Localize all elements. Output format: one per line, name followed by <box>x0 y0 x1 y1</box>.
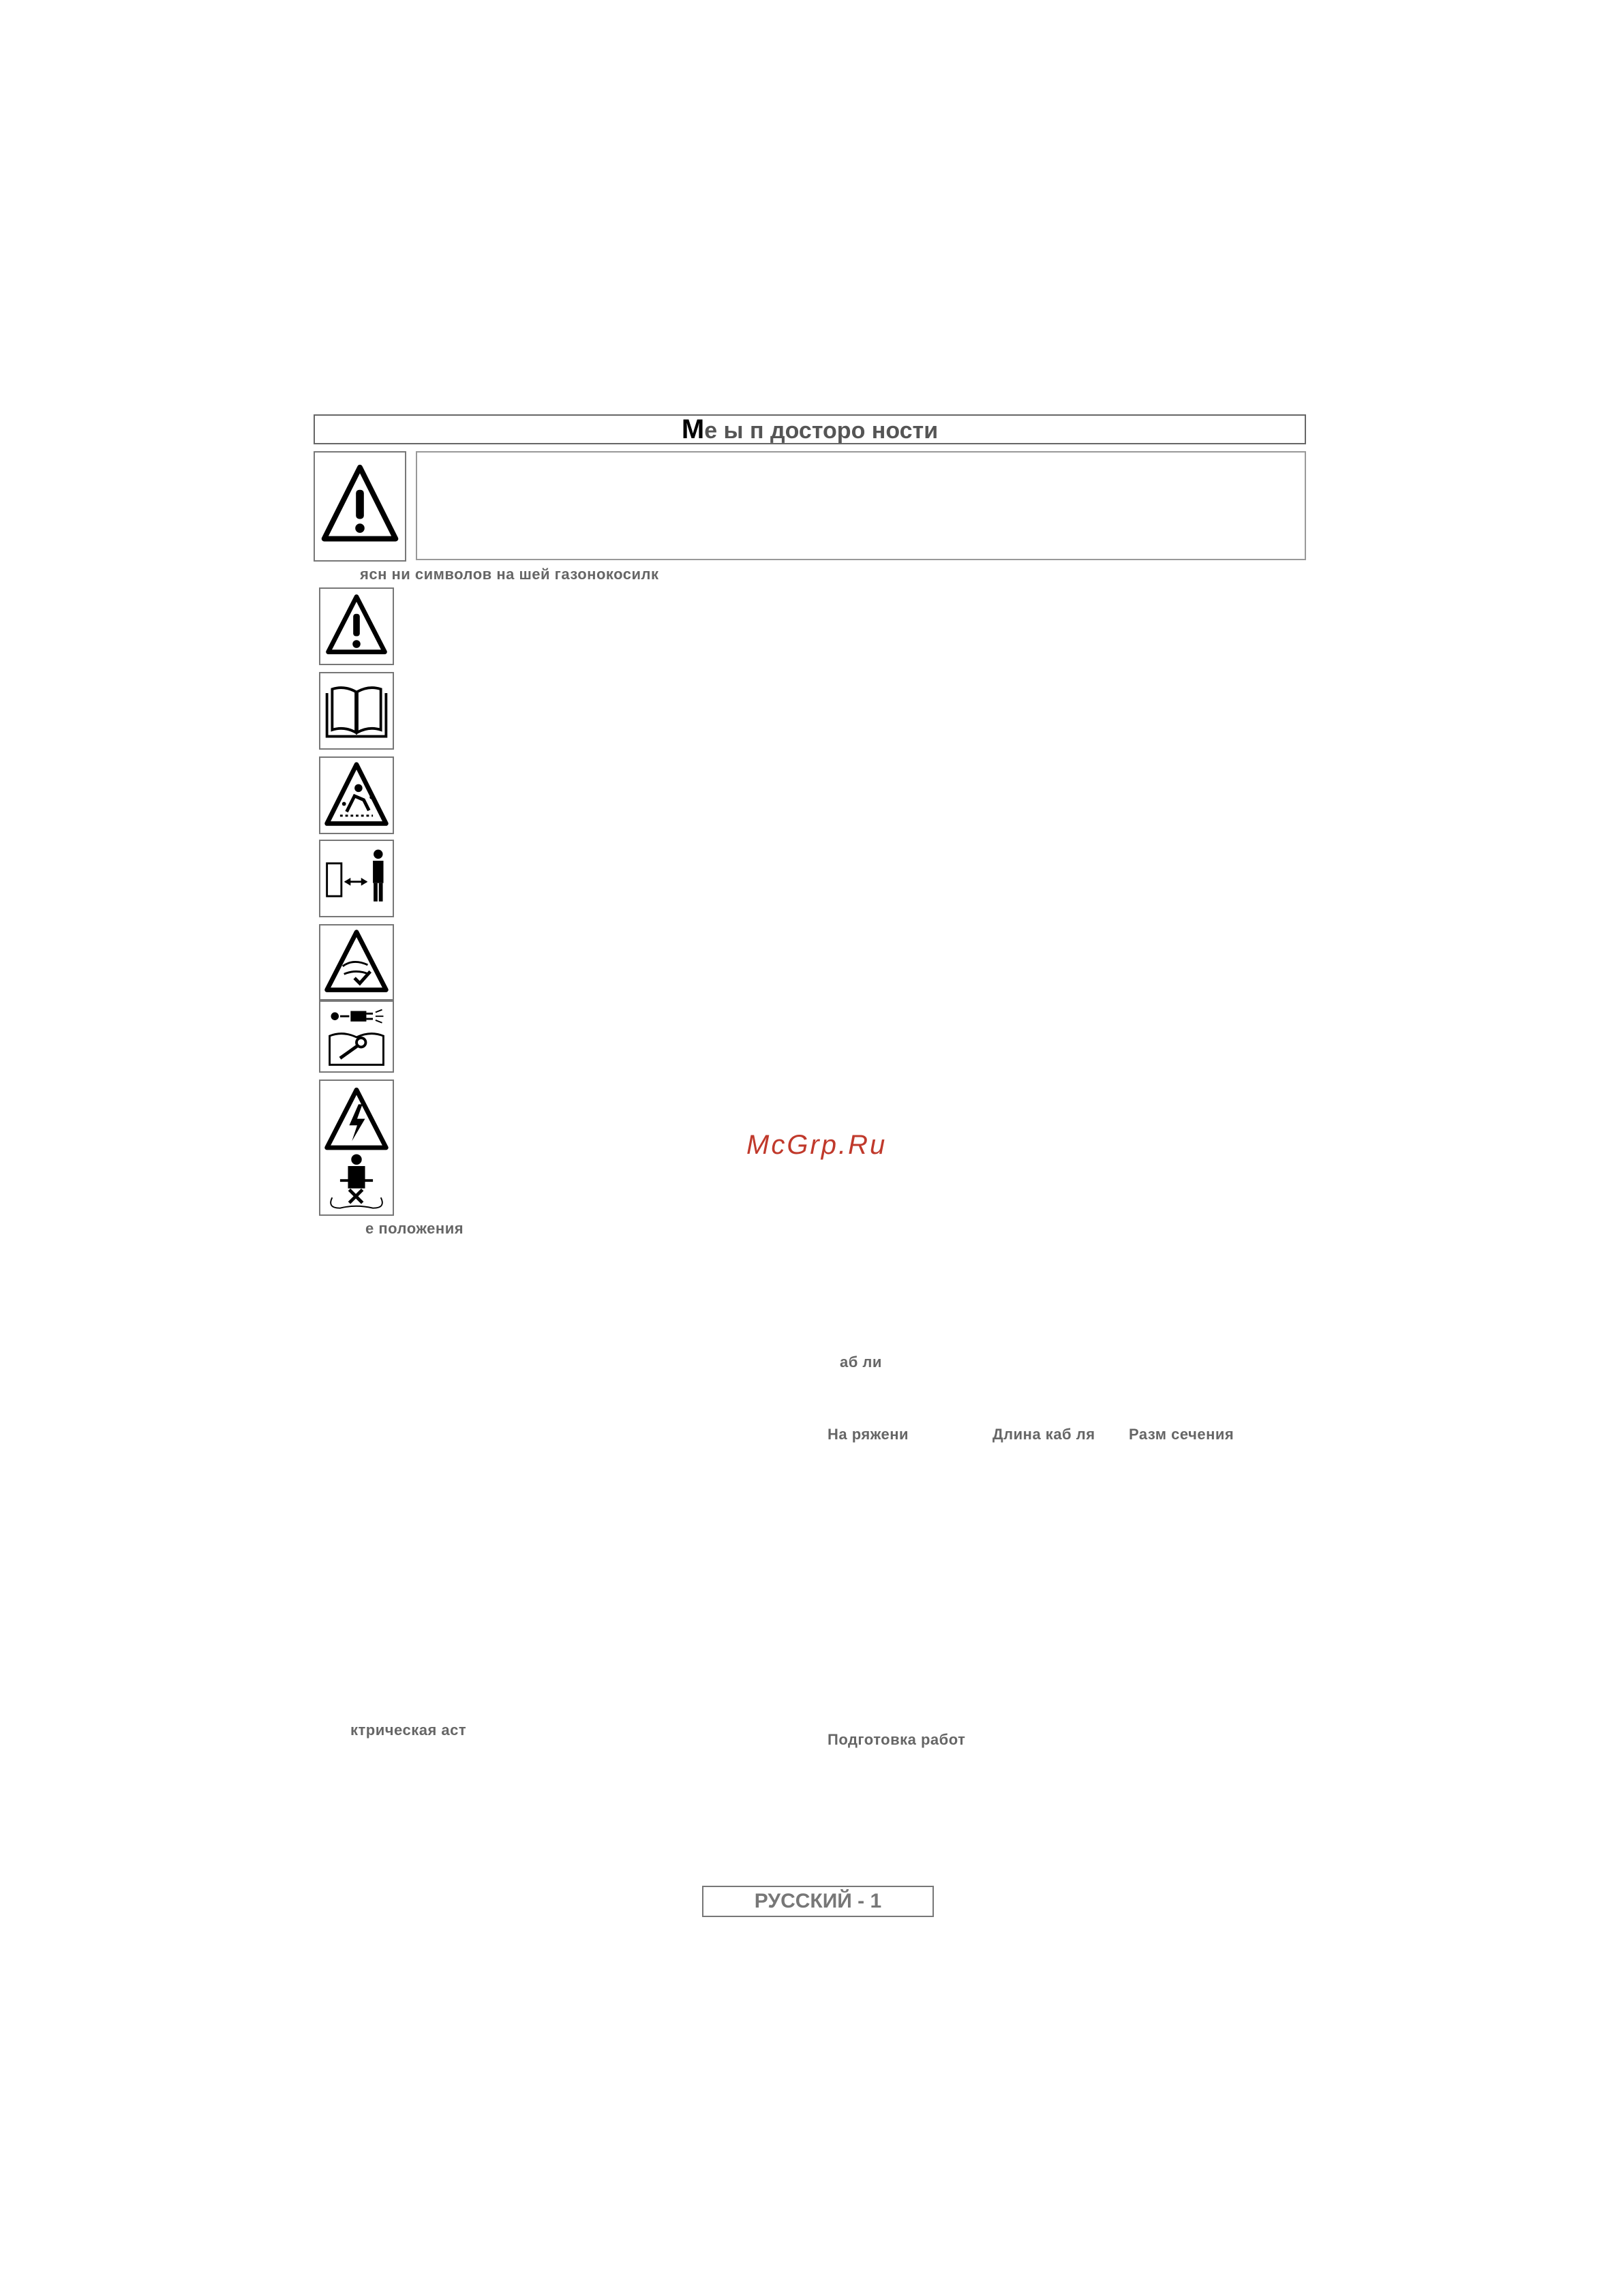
preparation-heading: Подготовка работ <box>828 1731 966 1748</box>
unplug-before-maintenance-icon <box>319 1000 394 1073</box>
keep-cable-away-icon <box>331 1154 382 1208</box>
safety-note-box <box>416 451 1306 560</box>
sharp-blades-icon <box>319 924 394 1000</box>
warning-box <box>314 451 406 562</box>
keep-distance-icon <box>319 840 394 917</box>
page-title-text: е ы п досторо ности <box>704 418 939 444</box>
page-title <box>314 414 1306 444</box>
page-title-initial: М <box>681 414 705 444</box>
table-col-cable-length: Длина каб ля <box>992 1426 1095 1443</box>
table-heading: аб ли <box>840 1353 882 1371</box>
table-col-section: Разм сечения <box>1129 1426 1234 1443</box>
electric-shock-icon <box>319 1080 394 1216</box>
table-col-voltage: На ряжени <box>828 1426 909 1443</box>
symbols-heading: ясн ни символов на шей газонокосилк <box>360 566 659 583</box>
thrown-objects-icon <box>319 756 394 834</box>
page-number-label: РУССКИЙ - 1 <box>702 1886 934 1917</box>
warning-triangle-icon <box>319 587 394 665</box>
warning-triangle-icon <box>315 453 405 560</box>
electrical-heading: ктрическая аст <box>350 1721 467 1739</box>
watermark: McGrp.Ru <box>746 1130 888 1160</box>
position-heading: е положения <box>365 1220 464 1237</box>
read-manual-icon <box>319 672 394 750</box>
